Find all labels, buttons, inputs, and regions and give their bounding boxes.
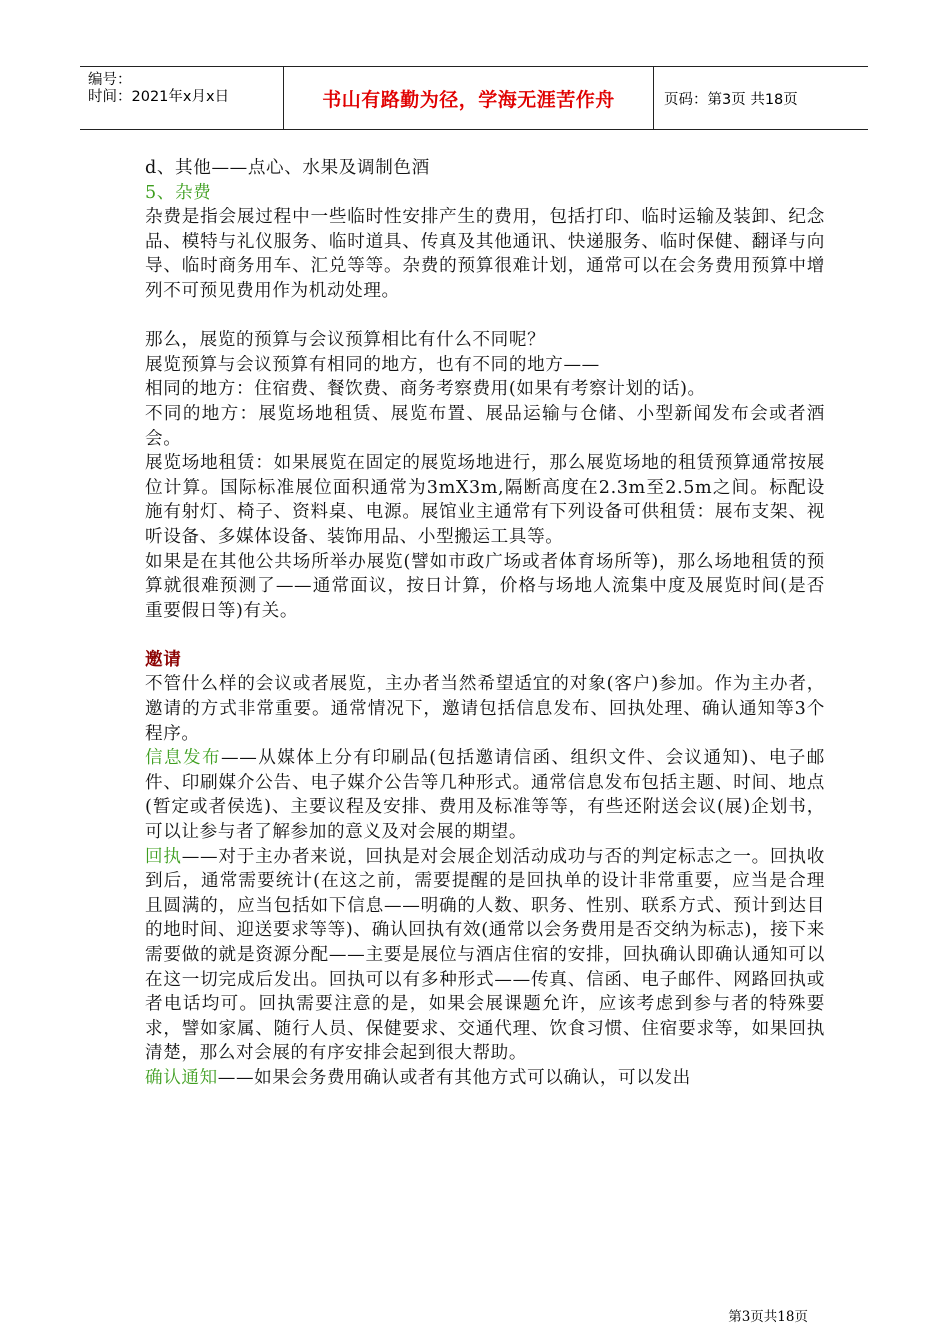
time-label: 时间：2021年x月x日: [88, 89, 230, 105]
section5-title: 5、杂费: [145, 182, 212, 203]
invite-heading: 邀请: [145, 649, 182, 670]
confirm-paragraph: [145, 1066, 825, 1091]
same-paragraph: 相同的地方：住宿费、餐饮费、商务考察费用(如果有考察计划的话)。: [145, 379, 706, 400]
document-body: [145, 156, 825, 1091]
reply-paragraph: [145, 845, 825, 1066]
number-label: 编号：: [88, 72, 132, 88]
header-motto: 书山有路勤为径，学海无涯苦作舟: [284, 67, 654, 129]
info-paragraph: [145, 746, 825, 844]
invite-body: 不管什么样的会议或者展览，主办者当然希望适宜的对象(客户)参加。作为主办者，邀请的方式非常重要。通常情况下，邀请包括信息发布、回执处理、确认通知等3个程序。: [145, 674, 825, 744]
spacer: [145, 304, 825, 329]
spacer: [145, 623, 825, 648]
confirm-body: ——如果会务费用确认或者有其他方式可以确认，可以发出: [217, 1067, 691, 1088]
header-page-label: 页码：第3页 共18页: [664, 91, 798, 108]
answer-intro: 展览预算与会议预算有相同的地方，也有不同的地方——: [145, 354, 600, 375]
public-venue-paragraph: 如果是在其他公共场所举办展览(譬如市政广场或者体育场所等)，那么场地租赁的预算就很难预测了——通常面议，按日计算，价格与场地人流集中度及展览时间(是否重要假日等)有关。: [145, 551, 825, 621]
section5-body: 杂费是指会展过程中一些临时性安排产生的费用，包括打印、临时运输及装卸、纪念品、模特与礼仪服务、临时道具、传真及其他通讯、快递服务、临时保健、翻译与向导、临时商务用车、汇兑等等。杂费的预算很难计划，通常可以在会务费用预算中增列不可预见费用作为机动处理。: [145, 207, 825, 301]
different-paragraph: 不同的地方：展览场地租赁、展览布置、展品运输与仓储、小型新闻发布会或者酒会。: [145, 403, 825, 449]
page-footer: 第3页共18页: [728, 1309, 808, 1325]
reply-label: 回执: [145, 846, 182, 867]
header-meta: [80, 67, 284, 129]
confirm-label: 确认通知: [145, 1067, 218, 1088]
page-header: [80, 66, 868, 130]
info-body: ——从媒体上分有印刷品(包括邀请信函、组织文件、会议通知)、电子邮件、印刷媒介公告、电子媒介公告等几种形式。通常信息发布包括主题、时间、地点(暂定或者侯选)、主要议程及安排、费用及标准等等，有些还附送会议(展)企划书，可以让参与者了解参加的意义及对会展的期望。: [145, 748, 826, 843]
venue-paragraph: 展览场地租赁：如果展览在固定的展览场地进行，那么展览场地的租赁预算通常按展位计算。国际标准展位面积通常为3mX3m,隔断高度在2.3m至2.5m之间。标配设施有射灯、椅子、资料桌、电源。展馆业主通常有下列设备可供租赁：展布支架、视听设备、多媒体设备、装饰用品、小型搬运工具等。: [145, 453, 825, 547]
info-label: 信息发布: [145, 748, 222, 769]
line-d: d、其他——点心、水果及调制色酒: [145, 158, 430, 178]
reply-body: ——对于主办者来说，回执是对会展企划活动成功与否的判定标志之一。回执收到后，通常需要统计(在这之前，需要提醒的是回执单的设计非常重要，应当是合理且圆满的，应当包括如下信息——明确的人数、职务、性别、联系方式、预计到达目的地时间、迎送要求等等)、确认回执有效(通常以会务费用是否交纳为标志)，接下来需要做的就是资源分配——主要是展位与酒店住宿的安排，回执确认即确认通知可以在这一切完成后发出。回执可以有多种形式——传真、信函、电子邮件、网路回执或者电话均可。回执需要注意的是，如果会展课题允许，应该考虑到参与者的特殊要求，譬如家属、随行人员、保健要求、交通代理、饮食习惯、住宿要求等，如果回执清楚，那么对会展的有序安排会起到很大帮助。: [145, 846, 825, 1064]
question: 那么，展览的预算与会议预算相比有什么不同呢？: [145, 330, 546, 351]
